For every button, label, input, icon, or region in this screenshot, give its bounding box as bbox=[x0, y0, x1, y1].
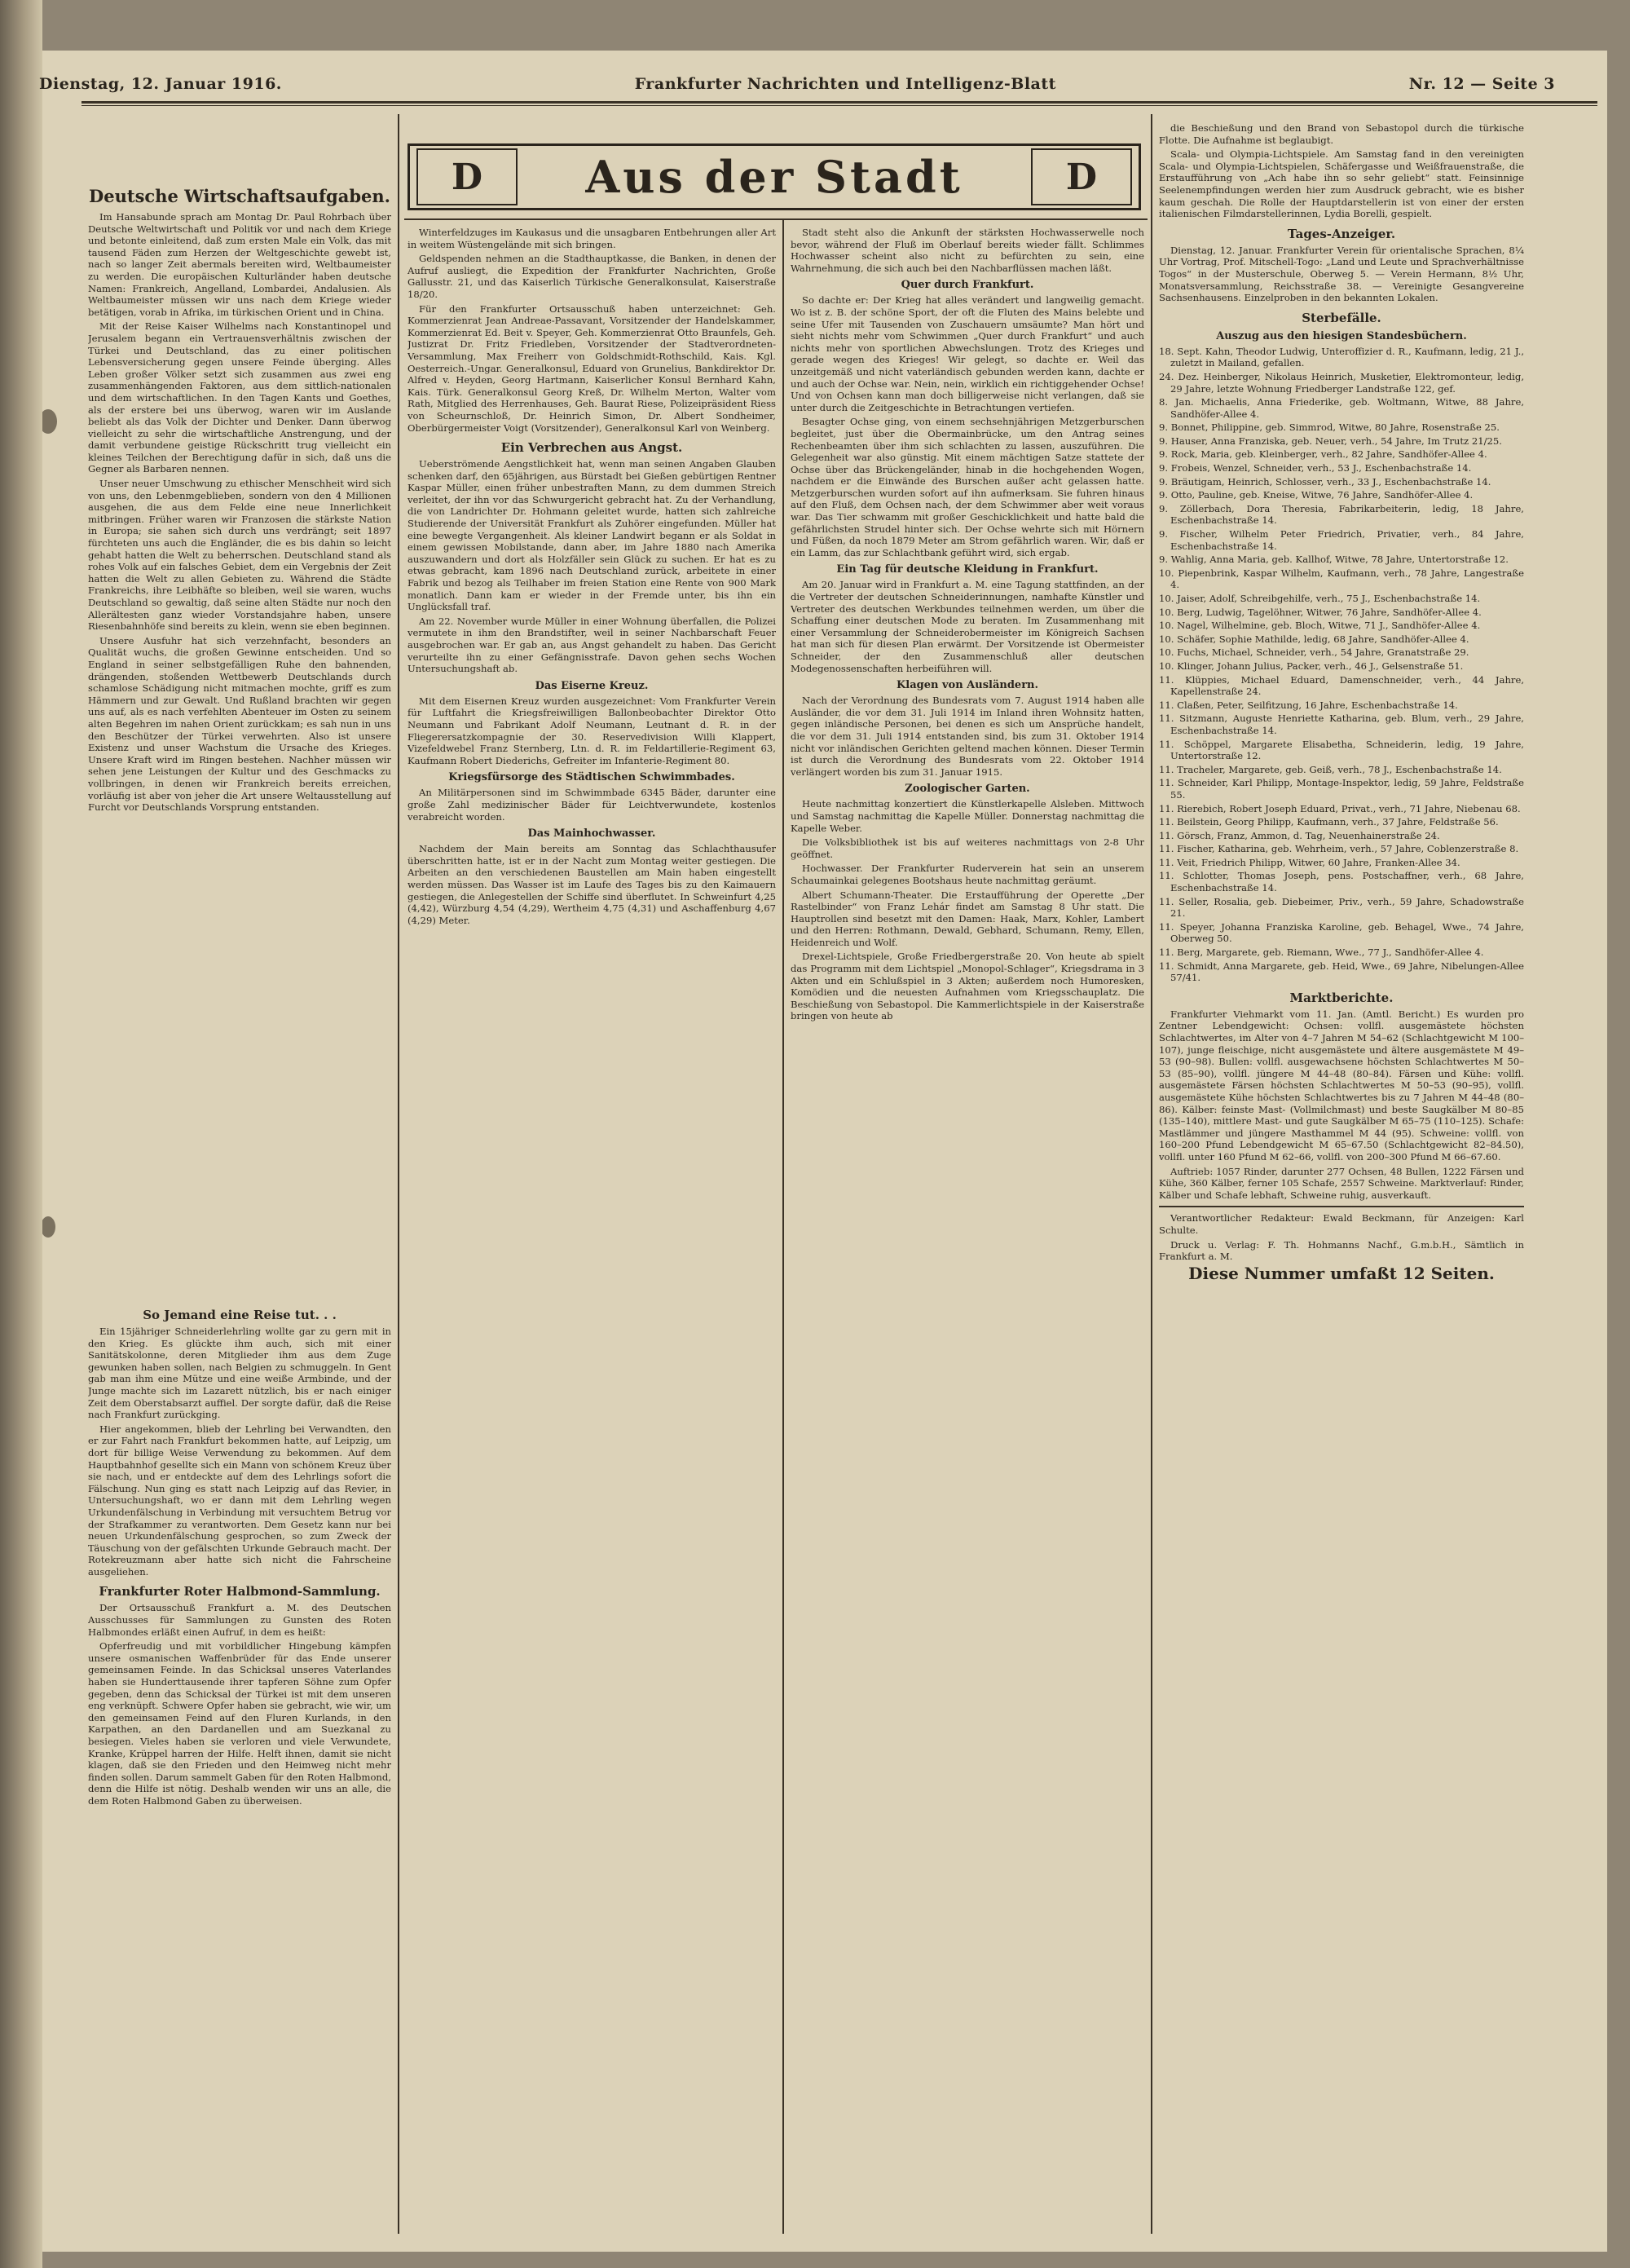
article-paragraph: Nach der Verordnung des Bundesrats vom 7. August 1914 haben alle Ausländer, die vor dem 31. Juli 1914 im Inland ihren Wohnsitz hatten, gegen inländische Personen, bei denen es sich um Ansprüche handelt, die vor dem 31. Juli 1914 entstanden sind, bis zum 31. Oktober 1914 nicht vor inländischen Gerichten geltend machen können. Dieser Termin ist durch die Verordnung des Bundesrats vom 22. Oktober 1914 verlängert worden bis zum 31. Januar 1915. bbox=[791, 695, 1144, 778]
death-notice: 11. Görsch, Franz, Ammon, d. Tag, Neuenhainerstraße 24. bbox=[1159, 829, 1440, 841]
death-notice: 24. Dez. Heinberger, Nikolaus Heinrich, Musketier, Elektromonteur, ledig, 29 Jahre, letzte Wohnung Friedberger Landstraße 122, gef. bbox=[1159, 370, 1524, 395]
paper-damage bbox=[42, 1216, 55, 1238]
book-binding bbox=[0, 0, 42, 2268]
issue-date: Dienstag, 12. Januar 1916. bbox=[39, 75, 282, 93]
article-headline: Deutsche Wirtschaftsaufgaben. bbox=[89, 186, 390, 206]
death-notice: 11. Schneider, Karl Philipp, Montage-Inspektor, ledig, 59 Jahre, Feldstraße 55. bbox=[1159, 777, 1524, 801]
article-paragraph: Besagter Ochse ging, von einem sechsehnjährigen Metzgerburschen begleitet, just über die Obermainbrücke, um den Antrag seines Rechenbeamten über ihm sich schlachten zu lassen, auszuführen. Die Gelegenheit war also günstig. Mit einem mächtigen Satze stattete der Ochse über das Brückengeländer, hinab in die hochgehenden Wogen, nachdem er die Einwände des Burschen außer acht gelassen hatte. Metzgerburschen wurden sofort auf ihn aufmerksam. Sie fuhren hinaus auf den Fluß, dem Ochsen nach, der dem Schwimmer aber weit voraus war. Das Tier schwamm mit großer Geschicklichkeit und hatte bald die gefährlichsten Strudel hinter sich. Der Ochse wehrte sich mit Hörnern und Füßen, da noch 1879 Meter am Strom gefährlich waren. Wir, daß er ein Lamm, das zur Schlachtbank geführt wird, sich ergab. bbox=[791, 416, 1144, 558]
section-title: Aus der Stadt bbox=[585, 151, 963, 203]
death-notice: 9. Bonnet, Philippine, geb. Simmrod, Witwe, 80 Jahre, Rosenstraße 25. bbox=[1159, 421, 1500, 434]
ornament-left-icon: D bbox=[416, 148, 518, 205]
masthead-underline bbox=[404, 218, 1148, 220]
article-paragraph: Unsere Ausfuhr hat sich verzehnfacht, besonders an Qualität wuchs, die großen Gewinne entscheiden. Und so England in seiner selbstgefälligen Ruhe den bahnenden, drängenden, stoßenden Wettbewerb Deutschlands durch schamlose Schädigung nicht mitmachen mochte, griff es zum Hämmern und zur Gewalt. Und Rußland brachten wir gegen uns auf, als es nach verfehlten Abenteuer im Osten zu seinem alten Begehren im nahen Orient zurückkam; es sah nun in uns den Beschützer der Türkei verwehrten. Also ist unsere Existenz und unser Wachstum die Ursache des Krieges. Unsere Kraft wird im Ringen bestehen. Nachher müssen wir sehen jene Leistungen der Kultur und des Geschmacks zu vollbringen, in denen wir Frankreich bereits erreichen, vorläufig ist aber von jeher die Art unsere Weltausstellung auf Furcht vor Deutschlands Vorsprung entstanden. bbox=[88, 634, 391, 814]
ornament-right-icon: D bbox=[1031, 148, 1132, 205]
death-notice: 10. Schäfer, Sophie Mathilde, ledig, 68 Jahre, Sandhöfer-Allee 4. bbox=[1159, 633, 1469, 645]
death-notice: 11. Berg, Margarete, geb. Riemann, Wwe., 77 J., Sandhöfer-Allee 4. bbox=[1159, 946, 1484, 959]
column-1-bottom bbox=[88, 1301, 391, 2239]
death-notice: 11. Tracheler, Margarete, geb. Geiß, verh., 78 J., Eschenbachstraße 14. bbox=[1159, 763, 1502, 775]
death-notice: 9. Zöllerbach, Dora Theresia, Fabrikarbeiterin, ledig, 18 Jahre, Eschenbachstraße 14. bbox=[1159, 502, 1524, 527]
section-subhead: Auszug aus den hiesigen Standesbüchern. bbox=[1216, 329, 1467, 342]
article-paragraph: Winterfeldzuges im Kaukasus und die unsagbaren Entbehrungen aller Art in weitem Wüstengelände mit sich bringen. bbox=[408, 227, 776, 250]
article-paragraph: Auftrieb: 1057 Rinder, darunter 277 Ochsen, 48 Bullen, 1222 Färsen und Kühe, 360 Kälber, ferner 105 Schafe, 2557 Schweine. Marktverlauf: Rinder, Kälber und Schafe lebhaft, Schweine ruhig, ausverkauft. bbox=[1159, 1165, 1524, 1201]
article-headline: Frankfurter Roter Halbmond-Sammlung. bbox=[99, 1584, 381, 1600]
article-paragraph: Hochwasser. Der Frankfurter Ruderverein hat sein an unserem Schaumainkai gelegenes Bootshaus heute nachmittag geräumt. bbox=[791, 863, 1144, 886]
section-headline-sterbefaelle: Sterbefälle. bbox=[1302, 310, 1381, 325]
imprint-rule bbox=[1159, 1206, 1524, 1207]
article-paragraph: Dienstag, 12. Januar. Frankfurter Verein für orientalische Sprachen, 8¼ Uhr Vortrag, Prof. Mitschell-Togo: „Land und Leute und Sprachverhältnisse Togos“ in der Musterschule, Oberweg 5. — Verein Hermann, 8½ Uhr, Monatsversammlung, Reichsstraße 38. — Vereinigte Gesangvereine Sachsenhausens. Einzelproben in den bekannten Lokalen. bbox=[1159, 244, 1524, 304]
death-notice: 10. Klinger, Johann Julius, Packer, verh., 46 J., Gelsenstraße 51. bbox=[1159, 660, 1464, 672]
column-3 bbox=[791, 227, 1144, 2239]
death-notice: 10. Piepenbrink, Kaspar Wilhelm, Kaufmann, verh., 78 Jahre, Langestraße 4. bbox=[1159, 567, 1524, 591]
column-rule-2 bbox=[782, 218, 784, 2234]
deaths-list bbox=[1159, 346, 1524, 984]
printer-imprint: Druck u. Verlag: F. Th. Hohmanns Nachf., G.m.b.H., Sämtlich in Frankfurt a. M. bbox=[1159, 1238, 1524, 1263]
article-headline: Ein Tag für deutsche Kleidung in Frankfurt. bbox=[836, 563, 1099, 576]
death-notice: 11. Klüppies, Michael Eduard, Damenschneider, verh., 44 Jahre, Kapellenstraße 24. bbox=[1159, 673, 1524, 698]
article-paragraph: Für den Frankfurter Ortsausschuß haben unterzeichnet: Geh. Kommerzienrat Jean Andreae-Passavant, Vorsitzender der Handelskammer, Kommerzienrat Ed. Beit v. Speyer, Geh. Kommerzienrat Otto Braunfels, Geh. Justizrat Dr. Fritz Friedleben, Vorsitzender der Stadtverordneten-Versammlung, Max Freiherr von Goldschmidt-Rothschild, Kais. Kgl. Oesterreich.-Ungar. Generalkonsul, Eduard von Grunelius, Bankdirektor Dr. Alfred v. Heyden, Georg Hartmann, Kaiserlicher Konsul Bernhard Kahn, Kais. Türk. Generalkonsul Georg Kreß, Dr. Wilhelm Merton, Walter vom Rath, Mitglied des Herrenhauses, Geh. Baurat Riese, Polizeipräsident Riess von Scheurnschloß, Dr. Heinrich Simon, Dr. Albert Sondheimer, Oberbürgermeister Voigt (Vorsitzender), Generalkonsul Karl von Weinberg. bbox=[408, 302, 776, 434]
death-notice: 18. Sept. Kahn, Theodor Ludwig, Unteroffizier d. R., Kaufmann, ledig, 21 J., zuletzt in Mailand, gefallen. bbox=[1159, 345, 1524, 369]
death-notice: 10. Nagel, Wilhelmine, geb. Bloch, Witwe, 71 J., Sandhöfer-Allee 4. bbox=[1159, 620, 1481, 632]
page-number: Nr. 12 — Seite 3 bbox=[1408, 75, 1555, 93]
article-paragraph: Stadt steht also die Ankunft der stärksten Hochwasserwelle noch bevor, während der Fluß im Oberlauf bereits wieder fällt. Schlimmes Hochwasser scheint also nicht zu befürchten zu sein, eine Wahrnehmung, die sich auch bei den Nachbarflüssen machen läßt. bbox=[791, 227, 1144, 274]
death-notice: 11. Beilstein, Georg Philipp, Kaufmann, verh., 37 Jahre, Feldstraße 56. bbox=[1159, 816, 1499, 828]
death-notice: 11. Schöppel, Margarete Elisabetha, Schneiderin, ledig, 19 Jahre, Untertorstraße 12. bbox=[1159, 738, 1524, 762]
section-headline-tages-anzeiger: Tages-Anzeiger. bbox=[1287, 226, 1396, 241]
section-masthead bbox=[408, 143, 1141, 210]
article-paragraph: Mit dem Eisernen Kreuz wurden ausgezeichnet: Vom Frankfurter Verein für Luftfahrt die Kriegsfreiwilligen Ballonbeobachter Direktor Otto Neumann und Fabrikant Adolf Neumann, Leutnant d. R. in der Fliegerersatzkompagnie der 30. Reservedivision Willi Klappert, Vizefeldwebel Franz Sternberg, Ltn. d. R. im Feldartillerie-Regiment 63, Kaufmann Robert Diederichs, Gefreiter im Infanterie-Regiment 80. bbox=[408, 695, 776, 766]
article-paragraph: Am 22. November wurde Müller in einer Wohnung überfallen, die Polizei vermutete in ihm den Brandstifter, weil in seiner Nachbarschaft Feuer ausgebrochen war. Er gab an, aus Angst gehandelt zu haben. Das Gericht verurteilte ihn zu einer Gefängnisstrafe. Davon gehen sechs Wochen Untersuchungshaft ab. bbox=[408, 615, 776, 675]
editor-imprint: Verantwortlicher Redakteur: Ewald Beckmann, für Anzeigen: Karl Schulte. bbox=[1159, 1212, 1524, 1236]
death-notice: 8. Jan. Michaelis, Anna Friederike, geb. Woltmann, Witwe, 88 Jahre, Sandhöfer-Allee 4. bbox=[1159, 396, 1524, 420]
article-headline: Das Eiserne Kreuz. bbox=[535, 679, 649, 692]
article-paragraph: So dachte er: Der Krieg hat alles verändert und langweilig gemacht. Wo ist z. B. der schöne Sport, der oft die Fluten des Mains belebte und seine Ufer mit Tausenden von Zuschauern umsäumte? Man hört und sieht nichts mehr vom Schwimmen „Quer durch Frankfurt“ und auch nichts mehr von sportlichen Abwechslungen. Trotz des Krieges und gerade wegen des Krieges! Wir gelegt, so dachte er. Weil das unzeitgemäß und nicht vaterländisch gebunden werden kann, dachte er und auch der Ochse war. Nein, nein, wirklich ein richtiggehender Ochse! Und von Ochsen kann man doch billigerweise nicht verlangen, daß sie unter durch die Zeitgeschichte in Betrachtungen vertiefen. bbox=[791, 294, 1144, 413]
article-paragraph: die Beschießung und den Brand von Sebastopol durch die türkische Flotte. Die Aufnahme ist beglaubigt. bbox=[1159, 122, 1524, 146]
article-paragraph: Heute nachmittag konzertiert die Künstlerkapelle Alsleben. Mittwoch und Samstag nachmittag die Kapelle Müller. Donnerstag nachmittag die Kapelle Weber. bbox=[791, 798, 1144, 834]
column-rule-1 bbox=[398, 114, 399, 2234]
death-notice: 9. Fischer, Wilhelm Peter Friedrich, Privatier, verh., 84 Jahre, Eschenbachstraße 14. bbox=[1159, 528, 1524, 552]
article-paragraph: Nachdem der Main bereits am Sonntag das Schlachthausufer überschritten hatte, ist er in der Nacht zum Montag weiter gestiegen. Die Arbeiten an den verschiedenen Baustellen am Main haben eingestellt werden müssen. Das Wasser ist im Laufe des Tages bis zu den Kaimauern gestiegen, die Anlegestellen der Schiffe sind überflutet. In Schweinfurt 4,25 (4,42), Würzburg 4,54 (4,29), Wertheim 4,75 (4,31) und Aschaffenburg 4,67 (4,29) Meter. bbox=[408, 843, 776, 926]
article-paragraph: An Militärpersonen sind im Schwimmbade 6345 Bäder, darunter eine große Zahl medizinischer Bäder für Leichtverwundete, kostenlos verabreicht worden. bbox=[408, 787, 776, 823]
column-4 bbox=[1159, 122, 1524, 2239]
death-notice: 11. Rierebich, Robert Joseph Eduard, Privat., verh., 71 Jahre, Niebenau 68. bbox=[1159, 802, 1521, 814]
death-notice: 11. Claßen, Peter, Seilfitzung, 16 Jahre, Eschenbachstraße 14. bbox=[1159, 699, 1458, 711]
death-notice: 11. Sitzmann, Auguste Henriette Katharina, geb. Blum, verh., 29 Jahre, Eschenbachstraße 14. bbox=[1159, 713, 1524, 736]
article-paragraph: Hier angekommen, blieb der Lehrling bei Verwandten, den er zur Fahrt nach Frankfurt bekommen hatte, auf Leipzig, um dort für billige Weise Verwendung zu bekommen. Auf dem Hauptbahnhof gesellte sich ein Mann von schönem Kreuz über sie nach, und er entdeckte auf dem des Lehrlings sofort die Fälschung. Nun ging es statt nach Leipzig auf das Revier, in Untersuchungshaft, wo er dann mit dem Lehrling wegen Urkundenfälschung in Verbindung mit versuchtem Betrug vor der Strafkammer zu verantworten. Dem Gesetz kann nur bei neuen Urkundenfälschung gesprochen, so zum Zweck der Täuschung von der gefälschten Urkunde Gebrauch macht. Der Rotekreuzmann aber hatte sich nicht die Fahrscheine ausgeliehen. bbox=[88, 1423, 391, 1577]
article-paragraph: Die Volksbibliothek ist bis auf weiteres nachmittags von 2-8 Uhr geöffnet. bbox=[791, 836, 1144, 860]
page-count-note: Diese Nummer umfaßt 12 Seiten. bbox=[1188, 1263, 1495, 1283]
death-notice: 11. Seller, Rosalia, geb. Diebeimer, Priv., verh., 59 Jahre, Schadowstraße 21. bbox=[1159, 895, 1524, 920]
article-paragraph: Ein 15jähriger Schneiderlehrling wollte gar zu gern mit in den Krieg. Es glückte ihm auch, sich mit einer Sanitätskolonne, deren Mitglieder ihm aus dem Zuge gewunken haben sollen, nach Belgien zu schmuggeln. In Gent gab man ihm eine Mütze und eine weiße Armbinde, und der Junge machte sich im Lazarett nützlich, bis er nach einiger Zeit dem Oberstabsarzt auffiel. Der sorgte dafür, daß die Reise nach Frankfurt zurückging. bbox=[88, 1326, 391, 1421]
paper-title: Frankfurter Nachrichten und Intelligenz-Blatt bbox=[634, 75, 1056, 93]
article-paragraph: Albert Schumann-Theater. Die Erstaufführung der Operette „Der Rastelbinder“ von Franz Lehár findet am Samstag 8 Uhr statt. Die Hauptrollen sind besetzt mit den Damen: Haak, Marx, Kohler, Lambert und den Herren: Rothmann, Dewald, Gebhard, Schumann, Remy, Ellen, Heidenreich und Wolf. bbox=[791, 889, 1144, 948]
death-notice: 10. Jaiser, Adolf, Schreibgehilfe, verh., 75 J., Eschenbachstraße 14. bbox=[1159, 593, 1481, 604]
running-head bbox=[39, 72, 1555, 96]
death-notice: 10. Fuchs, Michael, Schneider, verh., 54 Jahre, Granatstraße 29. bbox=[1159, 646, 1469, 659]
article-paragraph: Frankfurter Viehmarkt vom 11. Jan. (Amtl. Bericht.) Es wurden pro Zentner Lebendgewicht: Ochsen: vollfl. ausgemästete höchsten Schlachtwertes, im Alter von 4–7 Jahren M 54–62 (Schlachtgewicht M 100–107), junge fleischige, nicht ausgemästete und ältere ausgemästete M 49–53 (90–98). Bullen: vollfl. ausgewachsene höchsten Schlachtwertes M 50–53 (85–90), vollfl. jüngere M 44–48 (80–84). Färsen und Kühe: vollfl. ausgemästete Färsen höchsten Schlachtwertes M 50–53 (90–95), vollfl. ausgemästete Kühe höchsten Schlachtwertes bis zu 7 Jahren M 44–48 (80–86). Kälber: feinste Mast- (Vollmilchmast) und beste Saugkälber M 80–85 (135–140), mittlere Mast- und gute Saugkälber M 65–75 (110–125). Schafe: Mastlämmer und jüngere Masthammel M 44 (95). Schweine: vollfl. von 160–200 Pfund Lebendgewicht M 65–67.50 (Schlachtgewicht 82–84.50), vollfl. unter 160 Pfund M 62–66, vollfl. von 200–300 Pfund M 66–67.60. bbox=[1159, 1008, 1524, 1163]
article-paragraph: Opferfreudig und mit vorbildlicher Hingebung kämpfen unsere osmanischen Waffenbrüder für das Ende unserer gemeinsamen Feinde. In das Schicksal unseres Vaterlandes haben sie Hunderttausende ihrer tapferen Söhne zum Opfer gegeben, denn das Schicksal der Türkei ist mit dem unseren eng verknüpft. Schwere Opfer haben sie gebracht, wie wir, um den gemeinsamen Feind auf den Fluren Kurlands, in den Karpathen, an den Dardanellen und am Suezkanal zu besiegen. Vieles haben sie verloren und viele Verwundete, Kranke, Krüppel harren der Hilfe. Helft ihnen, damit sie nicht klagen, daß sie den Frieden und den Heimweg nicht mehr finden sollen. Darum sammelt Gaben für den Roten Halbmond, denn die Hilfe ist nötig. Deshalb wenden wir uns an alle, die dem Roten Halbmond Gaben zu überweisen. bbox=[88, 1640, 391, 1807]
article-headline: So Jemand eine Reise tut. . . bbox=[143, 1308, 337, 1322]
column-rule-3 bbox=[1151, 114, 1152, 2234]
article-headline: Zoologischer Garten. bbox=[905, 783, 1030, 796]
death-notice: 9. Wahlig, Anna Maria, geb. Kallhof, Witwe, 78 Jahre, Untertorstraße 12. bbox=[1159, 554, 1509, 566]
article-headline: Ein Verbrechen aus Angst. bbox=[500, 440, 683, 456]
article-paragraph: Im Hansabunde sprach am Montag Dr. Paul Rohrbach über Deutsche Weltwirtschaft und Politik vor und nach dem Kriege und betonte einleitend, daß zum ersten Male ein Volk, das mit tausend Fäden zum Herzen der Weltgeschichte gewebt ist, nach so langer Zeit abermals bereiten wird, Weltbaumeister zu werden. Die europäischen Kulturländer haben deutsche Namen: Frankreich, Angelland, Lombardei, Andalusien. Als Weltbaumeister müssen wir uns nach dem Kriege wieder betätigen, vorab in Afrika, im türkischen Orient und in China. bbox=[88, 211, 391, 318]
death-notice: 11. Fischer, Katharina, geb. Wehrheim, verh., 57 Jahre, Coblenzerstraße 8. bbox=[1159, 843, 1519, 855]
section-headline-marktberichte: Marktberichte. bbox=[1289, 990, 1394, 1005]
article-headline: Kriegsfürsorge des Städtischen Schwimmbades. bbox=[448, 771, 735, 784]
death-notice: 9. Bräutigam, Heinrich, Schlosser, verh., 33 J., Eschenbachstraße 14. bbox=[1159, 475, 1491, 488]
article-paragraph: Unser neuer Umschwung zu ethischer Menschheit wird sich von uns, den Lebenmgeblieben, sondern von den 4 Millionen ausgehen, die aus dem Felde eine neue Innerlichkeit mitbringen. Früher waren wir Franzosen die stärkste Nation in Europa; sie sahen sich durch uns verdrängt; seit 1897 fürchteten uns auch die Engländer, die es bis dahin so leicht gehabt hatten die Welt zu beherrschen. Deutschland stand als rohes Volk auf ein falsches Gebiet, dem ein Vergebnis der Zeit hatten die Welt zu allen Gebieten zu. Während die Städte Frankreichs, ihre Leibhäfte so bleiben, weil sie waren, wuchs Deutschland so gewaltig, daß seine alten Städte nur noch den Allerältesten ganz wieder Vorstandsjahre haben, unsere Riesenbahnhöfe sind bereits zu klein, wenn sie eben beginnen. bbox=[88, 478, 391, 633]
death-notice: 11. Schlotter, Thomas Joseph, pens. Postschaffner, verh., 68 Jahre, Eschenbachstraße 14. bbox=[1159, 870, 1524, 894]
death-notice: 10. Berg, Ludwig, Tagelöhner, Witwer, 76 Jahre, Sandhöfer-Allee 4. bbox=[1159, 606, 1482, 618]
header-rule-thin bbox=[82, 105, 1597, 106]
article-headline: Klagen von Ausländern. bbox=[896, 679, 1039, 692]
death-notice: 9. Otto, Pauline, geb. Kneise, Witwe, 76 Jahre, Sandhöfer-Allee 4. bbox=[1159, 489, 1474, 501]
article-paragraph: Geldspenden nehmen an die Stadthauptkasse, die Banken, in denen der Aufruf ausliegt, die Expedition der Frankfurter Nachrichten, Große Gallusstr. 21, und das Kaiserlich Türkische Generalkonsulat, Kaiserstraße 18/20. bbox=[408, 253, 776, 300]
article-paragraph: Scala- und Olympia-Lichtspiele. Am Samstag fand in den vereinigten Scala- und Olympia-Lichtspielen, Schäfergasse und Weißfrauenstraße, die Erstaufführung von „Ach habe ihn so sehr geliebt“ statt. Feinsinnige Seelenempfindungen werden hier zum Ausdruck gebracht, wie es bisher kaum geschah. Die Rolle der Hauptdarstellerin ist von einer der ersten italienischen Filmdarstellerinnen, Lydia Borelli, gespielt. bbox=[1159, 148, 1524, 220]
article-paragraph: Am 20. Januar wird in Frankfurt a. M. eine Tagung stattfinden, an der die Vertreter der deutschen Schneiderinnungen, namhafte Künstler und Vertreter des deutschen Werkbundes teilnehmen werden, um über die Schaffung einer deutschen Mode zu beraten. Im Zusammenhang mit einer Versammlung der Schneiderobermeister im Königreich Sachsen hat man sich für diesen Plan erwärmt. Der Vorsitzende ist Obermeister Schneider, der den Zusammenschluß aller deutschen Modegenossenschaften herbeiführen will. bbox=[791, 579, 1144, 674]
header-rule bbox=[82, 101, 1597, 104]
death-notice: 9. Rock, Maria, geb. Kleinberger, verh., 82 Jahre, Sandhöfer-Allee 4. bbox=[1159, 448, 1487, 461]
death-notice: 11. Veit, Friedrich Philipp, Witwer, 60 Jahre, Franken-Allee 34. bbox=[1159, 856, 1460, 868]
article-paragraph: Mit der Reise Kaiser Wilhelms nach Konstantinopel und Jerusalem begann ein Vertrauensverhältnis zwischen der Türkei und Deutschland, das zu einer politischen Lebensversicherung gegen unsere Feinde überging. Alles Leben großer Völker setzt sich zusammen aus zwei eng zusammenhängenden Faktoren, aus dem sittlich-nationalen und dem wirtschaftlichen. In den Tagen Kants und Goethes, als der erstere bei uns überwog, waren wir im Auslande beliebt als das Volk der Dichter und Denker. Dann überwog vielleicht zu sehr die wirtschaftliche Anstrengung, und der damit verbundene geistige Rückschritt trug vielleicht ein kleines Teilchen der Berechtigung dafür in sich, daß uns die Gegner als Barbaren nennen. bbox=[88, 320, 391, 475]
death-notice: 11. Schmidt, Anna Margarete, geb. Heid, Wwe., 69 Jahre, Nibelungen-Allee 57/41. bbox=[1159, 960, 1524, 984]
column-1-top bbox=[88, 184, 391, 1293]
death-notice: 9. Frobeis, Wenzel, Schneider, verh., 53 J., Eschenbachstraße 14. bbox=[1159, 462, 1472, 474]
article-headline: Quer durch Frankfurt. bbox=[901, 279, 1034, 292]
article-paragraph: Ueberströmende Aengstlichkeit hat, wenn man seinen Angaben Glauben schenken darf, den 65jährigen, aus Bürstadt bei Gießen gebürtigen Rentner Kaspar Müller, einen früher unbestraften Mann, zu dem dummen Streich verleitet, der ihn vor das Schwurgericht gebracht hat. Zu der Verhandlung, die von Landrichter Dr. Hohmann geleitet wurde, hatten sich zahlreiche Studierende der Universität Frankfurt als Zuhörer eingefunden. Müller hat eine bewegte Vergangenheit. Als kleiner Landwirt begann er als Soldat in einem gewissen Mobilstande, dann aber, im Jahre 1880 nach Amerika auszuwandern und dort als Holzfäller sein Glück zu suchen. Er hat es zu etwas gebracht, kam 1896 nach Deutschland zurück, arbeitete in einer Fabrik und bezog als Teilhaber im freien Station eine Rente von 900 Mark monatlich. Dann kam er wieder in der Fremde unter, bis ihn ein Unglücksfall traf. bbox=[408, 458, 776, 613]
death-notice: 11. Speyer, Johanna Franziska Karoline, geb. Behagel, Wwe., 74 Jahre, Oberweg 50. bbox=[1159, 920, 1524, 945]
column-2 bbox=[408, 227, 776, 2239]
paper-damage bbox=[42, 409, 57, 434]
article-paragraph: Drexel-Lichtspiele, Große Friedbergerstraße 20. Von heute ab spielt das Programm mit dem Lichtspiel „Monopol-Schlager“, Kriegsdrama in 3 Akten und ein Schlußspiel in 3 Akten; außerdem noch Humoresken, Komödien und die neuesten Aufnahmen vom Kriegsschauplatz. Die Beschießung von Sebastopol. Die Kammerlichtspiele in der Kaiserstraße bringen von heute ab bbox=[791, 951, 1144, 1022]
article-paragraph: Der Ortsausschuß Frankfurt a. M. des Deutschen Ausschusses für Sammlungen zu Gunsten des Roten Halbmondes erläßt einen Aufruf, in dem es heißt: bbox=[88, 1602, 391, 1638]
article-headline: Das Mainhochwasser. bbox=[527, 827, 656, 841]
death-notice: 9. Hauser, Anna Franziska, geb. Neuer, verh., 54 Jahre, Im Trutz 21/25. bbox=[1159, 435, 1502, 447]
